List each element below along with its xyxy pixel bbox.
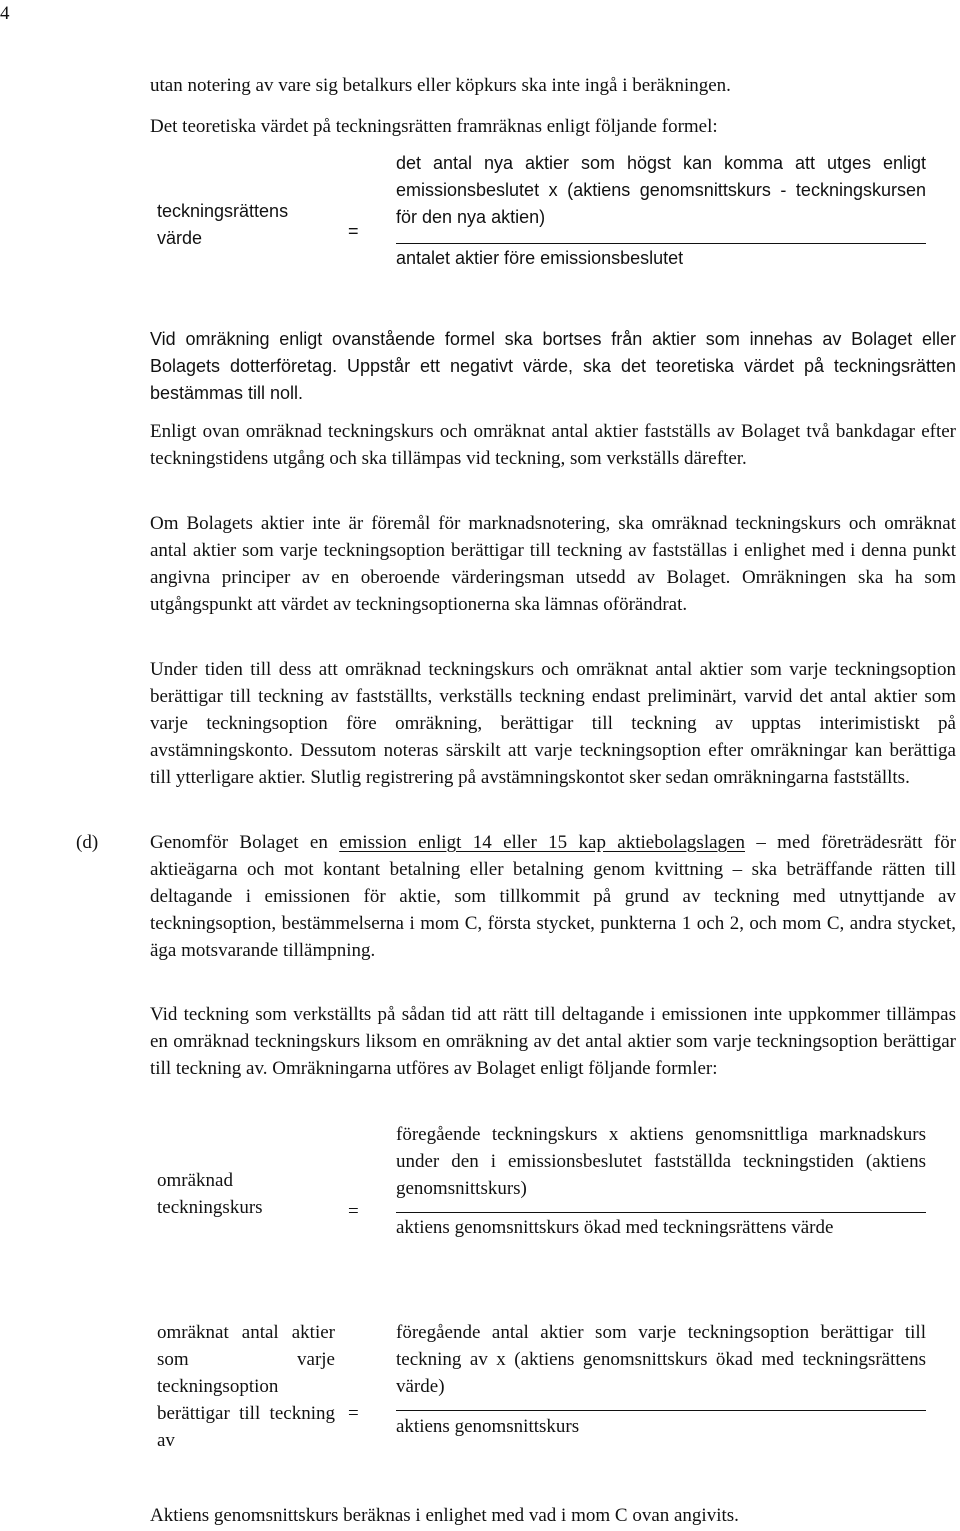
formula-2-fraction-line [396,1212,926,1213]
paragraph-preliminart: Under tiden till dess att omräknad teckningskurs och omräknat antal aktier som varje teckningsoption berättigar till teckning av fastställts, verkställs teckning endast preliminärt, varvid det antal aktier som varje teckningsoption före omräkning, berättigar till teckning av upptas interimistiskt på avstämningskonto. Dessutom noteras särskilt att varje teckningsoption efter omräkningar kan berättiga till ytterligare aktier. Slutlig registrering på avstämningskontot sker sedan omräkningarna fastställts. [150,659,956,788]
formula-3-equals: = [348,1403,359,1424]
emission-law-reference: emission enligt 14 eller 15 kap aktiebolagslagen [339,832,745,853]
paragraph-faststalls: Enligt ovan omräknad teckningskurs och omräknat antal aktier fastställs av Bolaget två bankdagar efter teckningstidens utgång och ska tillämpas vid teckning, som verkställs därefter. [150,421,956,469]
intro-line-1: utan notering av vare sig betalkurs eller köpkurs ska inte ingå i beräkningen. [150,75,731,96]
formula-2-label: omräknad teckningskurs [157,1170,263,1218]
paragraph-teckning-verkstallts: Vid teckning som verkställts på sådan tid att rätt till deltagande i emissionen inte uppkommer tillämpas en omräknad teckningskurs liksom en omräkning av det antal aktier som varje teckningsoption berättigar till teckning av. Omräkningarna utföres av Bolaget enligt följande formler: [150,1004,956,1079]
paragraph-omrakning-bortses: Vid omräkning enligt ovanstående formel ska bortses från aktier som innehas av Bolaget eller Bolagets dotterföretag. Uppstår ett negativt värde, ska det teoretiska värdet på teckningsrätten bestämmas till noll. [150,329,956,403]
formula-1-fraction-line [396,243,926,244]
formula-3-numerator: föregående antal aktier som varje teckningsoption berättigar till teckning av x (aktiens genomsnittskurs ökad med teckningsrättens värde) [396,1322,926,1397]
section-marker-d: (d) [76,832,99,853]
formula-3-fraction-line [396,1410,926,1411]
formula-1-numerator: det antal nya aktier som högst kan komma att utges enligt emissionsbeslutet x (aktiens genomsnittskurs - teckningskursen för den nya aktien) [396,153,926,227]
emission-text-start: Genomför Bolaget en [150,832,328,853]
formula-2-denominator: aktiens genomsnittskurs ökad med teckningsrättens värde [396,1217,834,1238]
paragraph-marknadsnotering: Om Bolagets aktier inte är föremål för marknadsnotering, ska omräknad teckningskurs och omräknat antal aktier som varje teckningsoption berättigar till teckning av fastställas i enlighet med i denna punkt angivna principer av en oberoende värderingsman utsedd av Bolaget. Omräkningen ska ha som utgångspunkt att värdet av teckningsoptionerna ska lämnas oförändrat. [150,513,956,615]
closing-sentence: Aktiens genomsnittskurs beräknas i enlighet med vad i mom C ovan angivits. [150,1505,739,1526]
formula-1-label: teckningsrättens värde [157,201,289,248]
formula-2-equals: = [348,1201,359,1222]
formula-3-label: omräknat antal aktier som varje teckningsoption berättigar till teckning av [157,1322,335,1451]
paragraph-emission [150,829,956,964]
intro-line-2: Det teoretiska värdet på teckningsrätten framräknas enligt följande formel: [150,116,718,137]
formula-1-denominator: antalet aktier före emissionsbeslutet [396,248,684,268]
formula-2-numerator: föregående teckningskurs x aktiens genomsnittliga marknadskurs under den i emissionsbeslutet fastställda teckningstiden (aktiens genomsnittskurs) [396,1124,926,1199]
emission-text-rest: – med företrädesrätt för aktieägarna och mot kontant betalning eller betalning genom kvittning – ska beträffande rätten till deltagande i emissionen för aktie, som tillkommit på grund av teckning med utnyttjande av teckningsoption, bestämmelserna i mom C, första stycket, punkterna 1 och 2, och mom C, andra stycket, äga motsvarande tillämpning. [150,832,957,961]
formula-1-equals: = [348,221,359,241]
formula-3-denominator: aktiens genomsnittskurs [396,1416,580,1437]
page-number: 4 [0,3,10,24]
